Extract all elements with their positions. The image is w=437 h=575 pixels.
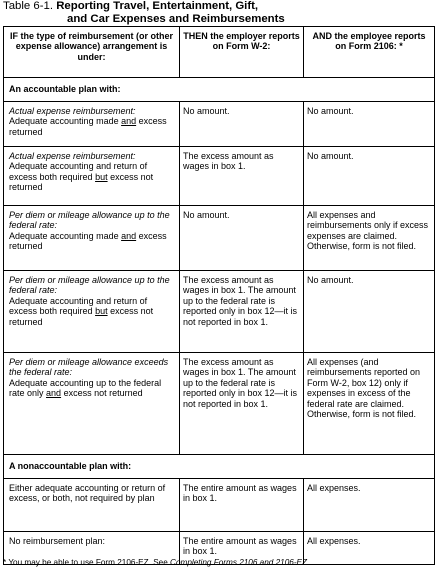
employer-report-cell: The excess amount as wages in box 1. [180, 147, 304, 206]
row-desc-a: Adequate accounting and return of excess both required [9, 295, 148, 317]
row-desc-underlined: but [95, 171, 108, 182]
table-row [4, 147, 435, 206]
employee-report-cell: All expenses. [304, 479, 435, 532]
table-row [4, 353, 435, 455]
table-row [4, 271, 435, 353]
employee-report-cell: All expenses (and reimbursements reported on Form W-2, box 12) only if expenses in excess of the federal rate are claimed. Otherwise, form is not filed. [304, 353, 435, 455]
table-title-line2: and Car Expenses and Reimbursements [67, 13, 285, 25]
header-reimbursement-type: IF the type of reimbursement (or other expense allowance) arrangement is under: [4, 27, 180, 78]
row-heading: Per diem or mileage allowance exceeds the federal rate: [9, 357, 169, 378]
employee-report-cell: No amount. [304, 271, 435, 353]
row-desc-a: Adequate accounting made [9, 230, 122, 241]
section-nonaccountable-plan [4, 455, 435, 479]
table-row [4, 206, 435, 271]
section-accountable-plan [4, 78, 435, 102]
header-employee-reports: AND the employee reports on Form 2106: * [304, 27, 435, 78]
employee-report-cell: All expenses and reimbursements only if excess expenses are claimed. Otherwise, form is not filed. [304, 206, 435, 271]
employer-report-cell: The entire amount as wages in box 1. [180, 532, 304, 565]
row-desc-b: excess not returned [9, 171, 154, 193]
employer-report-cell: No amount. [180, 102, 304, 147]
employer-report-cell: No amount. [180, 206, 304, 271]
footnote [3, 558, 434, 568]
row-desc-underlined: and [121, 116, 137, 127]
footnote-text: * You may be able to use Form 2106-EZ. See [3, 558, 171, 567]
row-desc-b: excess returned [9, 230, 167, 252]
employee-report-cell: All expenses. [304, 532, 435, 565]
reimbursement-type-cell [4, 147, 180, 206]
table-row [4, 102, 435, 147]
row-desc-a: Adequate accounting and return of excess both required [9, 161, 148, 182]
row-desc-b: excess not returned [61, 388, 143, 399]
row-desc-underlined: and [121, 230, 137, 241]
header-employer-reports: THEN the employer reports on Form W-2: [180, 27, 304, 78]
employee-report-cell: No amount. [304, 102, 435, 147]
reimbursement-type-cell [4, 353, 180, 455]
row-heading: Per diem or mileage allowance up to the federal rate: [9, 275, 170, 296]
row-desc-b: excess returned [9, 116, 167, 137]
employer-report-cell: The excess amount as wages in box 1. The amount up to the federal rate is reported only in box 12—it is not reported in box 1. [180, 271, 304, 353]
row-desc-underlined: and [46, 388, 62, 399]
row-desc-a: Adequate accounting made [9, 116, 122, 127]
table-title-line1: Reporting Travel, Entertainment, Gift, [56, 0, 259, 12]
table-number: Table 6-1. [3, 0, 54, 12]
reimbursement-type-cell: Either adequate accounting or return of excess, or both, not required by plan [4, 479, 180, 532]
reimbursement-type-cell: No reimbursement plan: [4, 532, 180, 565]
employer-report-cell: The entire amount as wages in box 1. [180, 479, 304, 532]
footnote-reference: Completing Forms 2106 and 2106-EZ [170, 558, 308, 567]
reporting-table [3, 26, 435, 565]
row-heading: Actual expense reimbursement: [9, 106, 136, 116]
row-heading: Actual expense reimbursement: [9, 151, 136, 161]
section-label: A nonaccountable plan with: [4, 455, 435, 479]
table-row [4, 479, 435, 532]
reimbursement-type-cell [4, 102, 180, 147]
row-desc-b: excess not returned [9, 306, 154, 327]
reimbursement-type-cell [4, 271, 180, 353]
footnote-end: . [307, 558, 310, 567]
row-desc-a: Adequate accounting up to the federal rate only [9, 377, 162, 399]
employee-report-cell: No amount. [304, 147, 435, 206]
employer-report-cell: The excess amount as wages in box 1. The amount up to the federal rate is reported only in box 12—it is not reported in box 1. [180, 353, 304, 455]
reimbursement-type-cell [4, 206, 180, 271]
row-desc-underlined: but [95, 306, 108, 317]
row-heading: Per diem or mileage allowance up to the federal rate: [9, 210, 170, 231]
table-title [3, 0, 433, 26]
table-header-row [4, 27, 435, 78]
section-label: An accountable plan with: [4, 78, 435, 102]
